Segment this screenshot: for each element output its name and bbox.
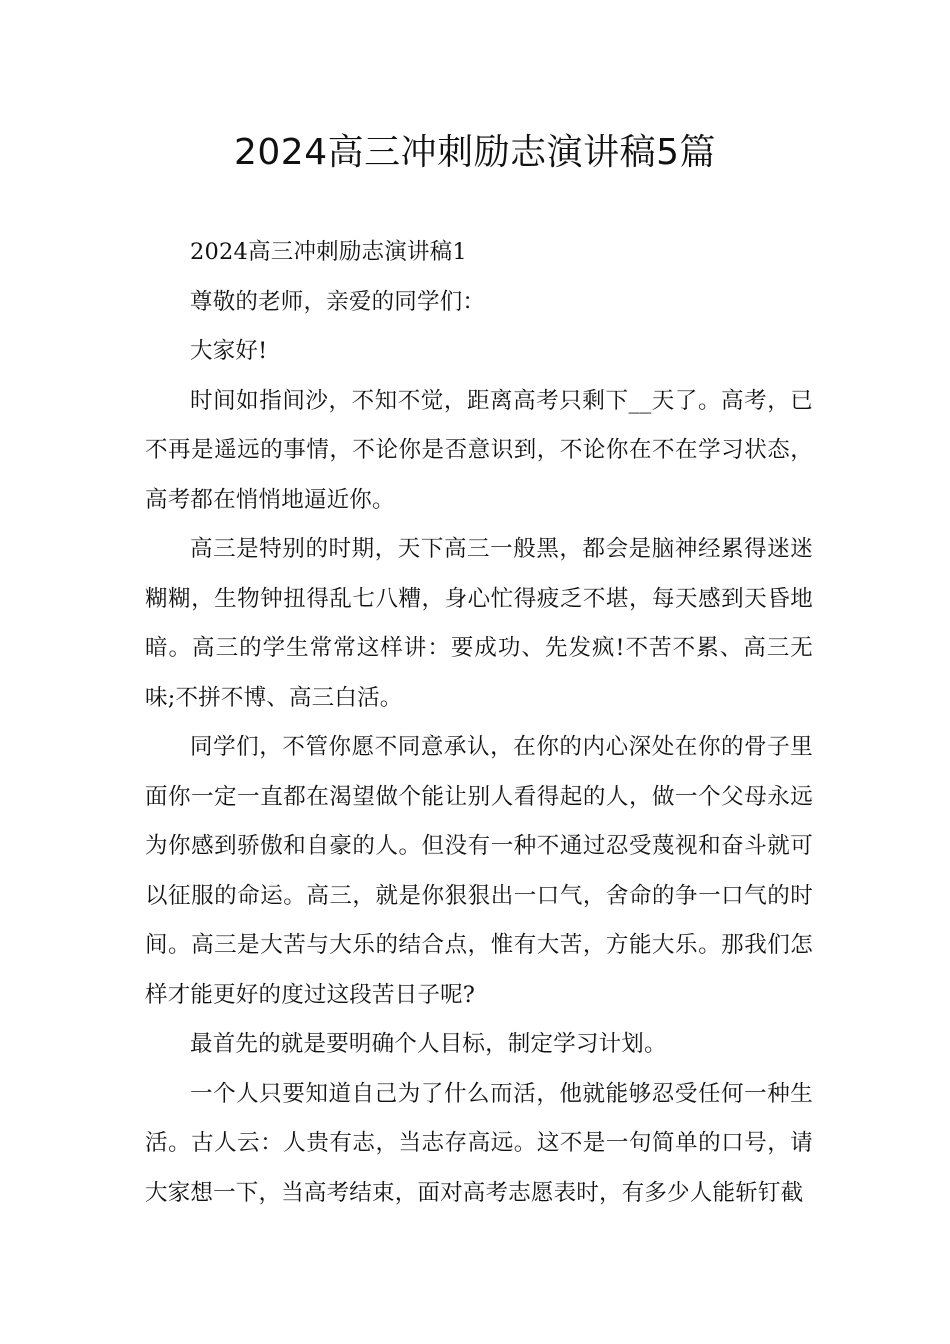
paragraph: 时间如指间沙，不知不觉，距离高考只剩下__天了。高考，已不再是遥远的事情，不论你是否意识到，不论你在不在学习状态，高考都在悄悄地逼近你。 [145,387,813,513]
salutation: 尊敬的老师，亲爱的同学们： [190,288,486,315]
greeting: 大家好! [190,338,268,364]
document-body [145,228,813,1218]
speech-heading: 2024高三冲刺励志演讲稿1 [190,239,467,265]
paragraph: 最首先的就是要明确个人目标，制定学习计划。 [190,1031,667,1057]
document-title: 2024高三冲刺励志演讲稿5篇 [233,132,717,173]
paragraph: 一个人只要知道自己为了什么而活，他就能够忍受任何一种生活。古人云：人贵有志，当志存高远。这不是一句简单的口号，请大家想一下，当高考结束，面对高考志愿表时，有多少人能斩钉截 [145,1080,813,1206]
paragraph: 高三是特别的时期，天下高三一般黑，都会是脑神经累得迷迷糊糊，生物钟扭得乱七八糟，身心忙得疲乏不堪，每天感到天昏地暗。高三的学生常常这样讲：要成功、先发疯!不苦不累、高三无味;不拼不博、高三白活。 [145,536,813,711]
paragraph: 同学们，不管你愿不同意承认，在你的内心深处在你的骨子里面你一定一直都在渴望做个能让别人看得起的人，做一个父母永远为你感到骄傲和自豪的人。但没有一种不通过忍受蔑视和奋斗就可以征服的命运。高三，就是你狠狠出一口气，舍命的争一口气的时间。高三是大苦与大乐的结合点，惟有大苦，方能大乐。那我们怎样才能更好的度过这段苦日子呢? [145,734,813,1008]
